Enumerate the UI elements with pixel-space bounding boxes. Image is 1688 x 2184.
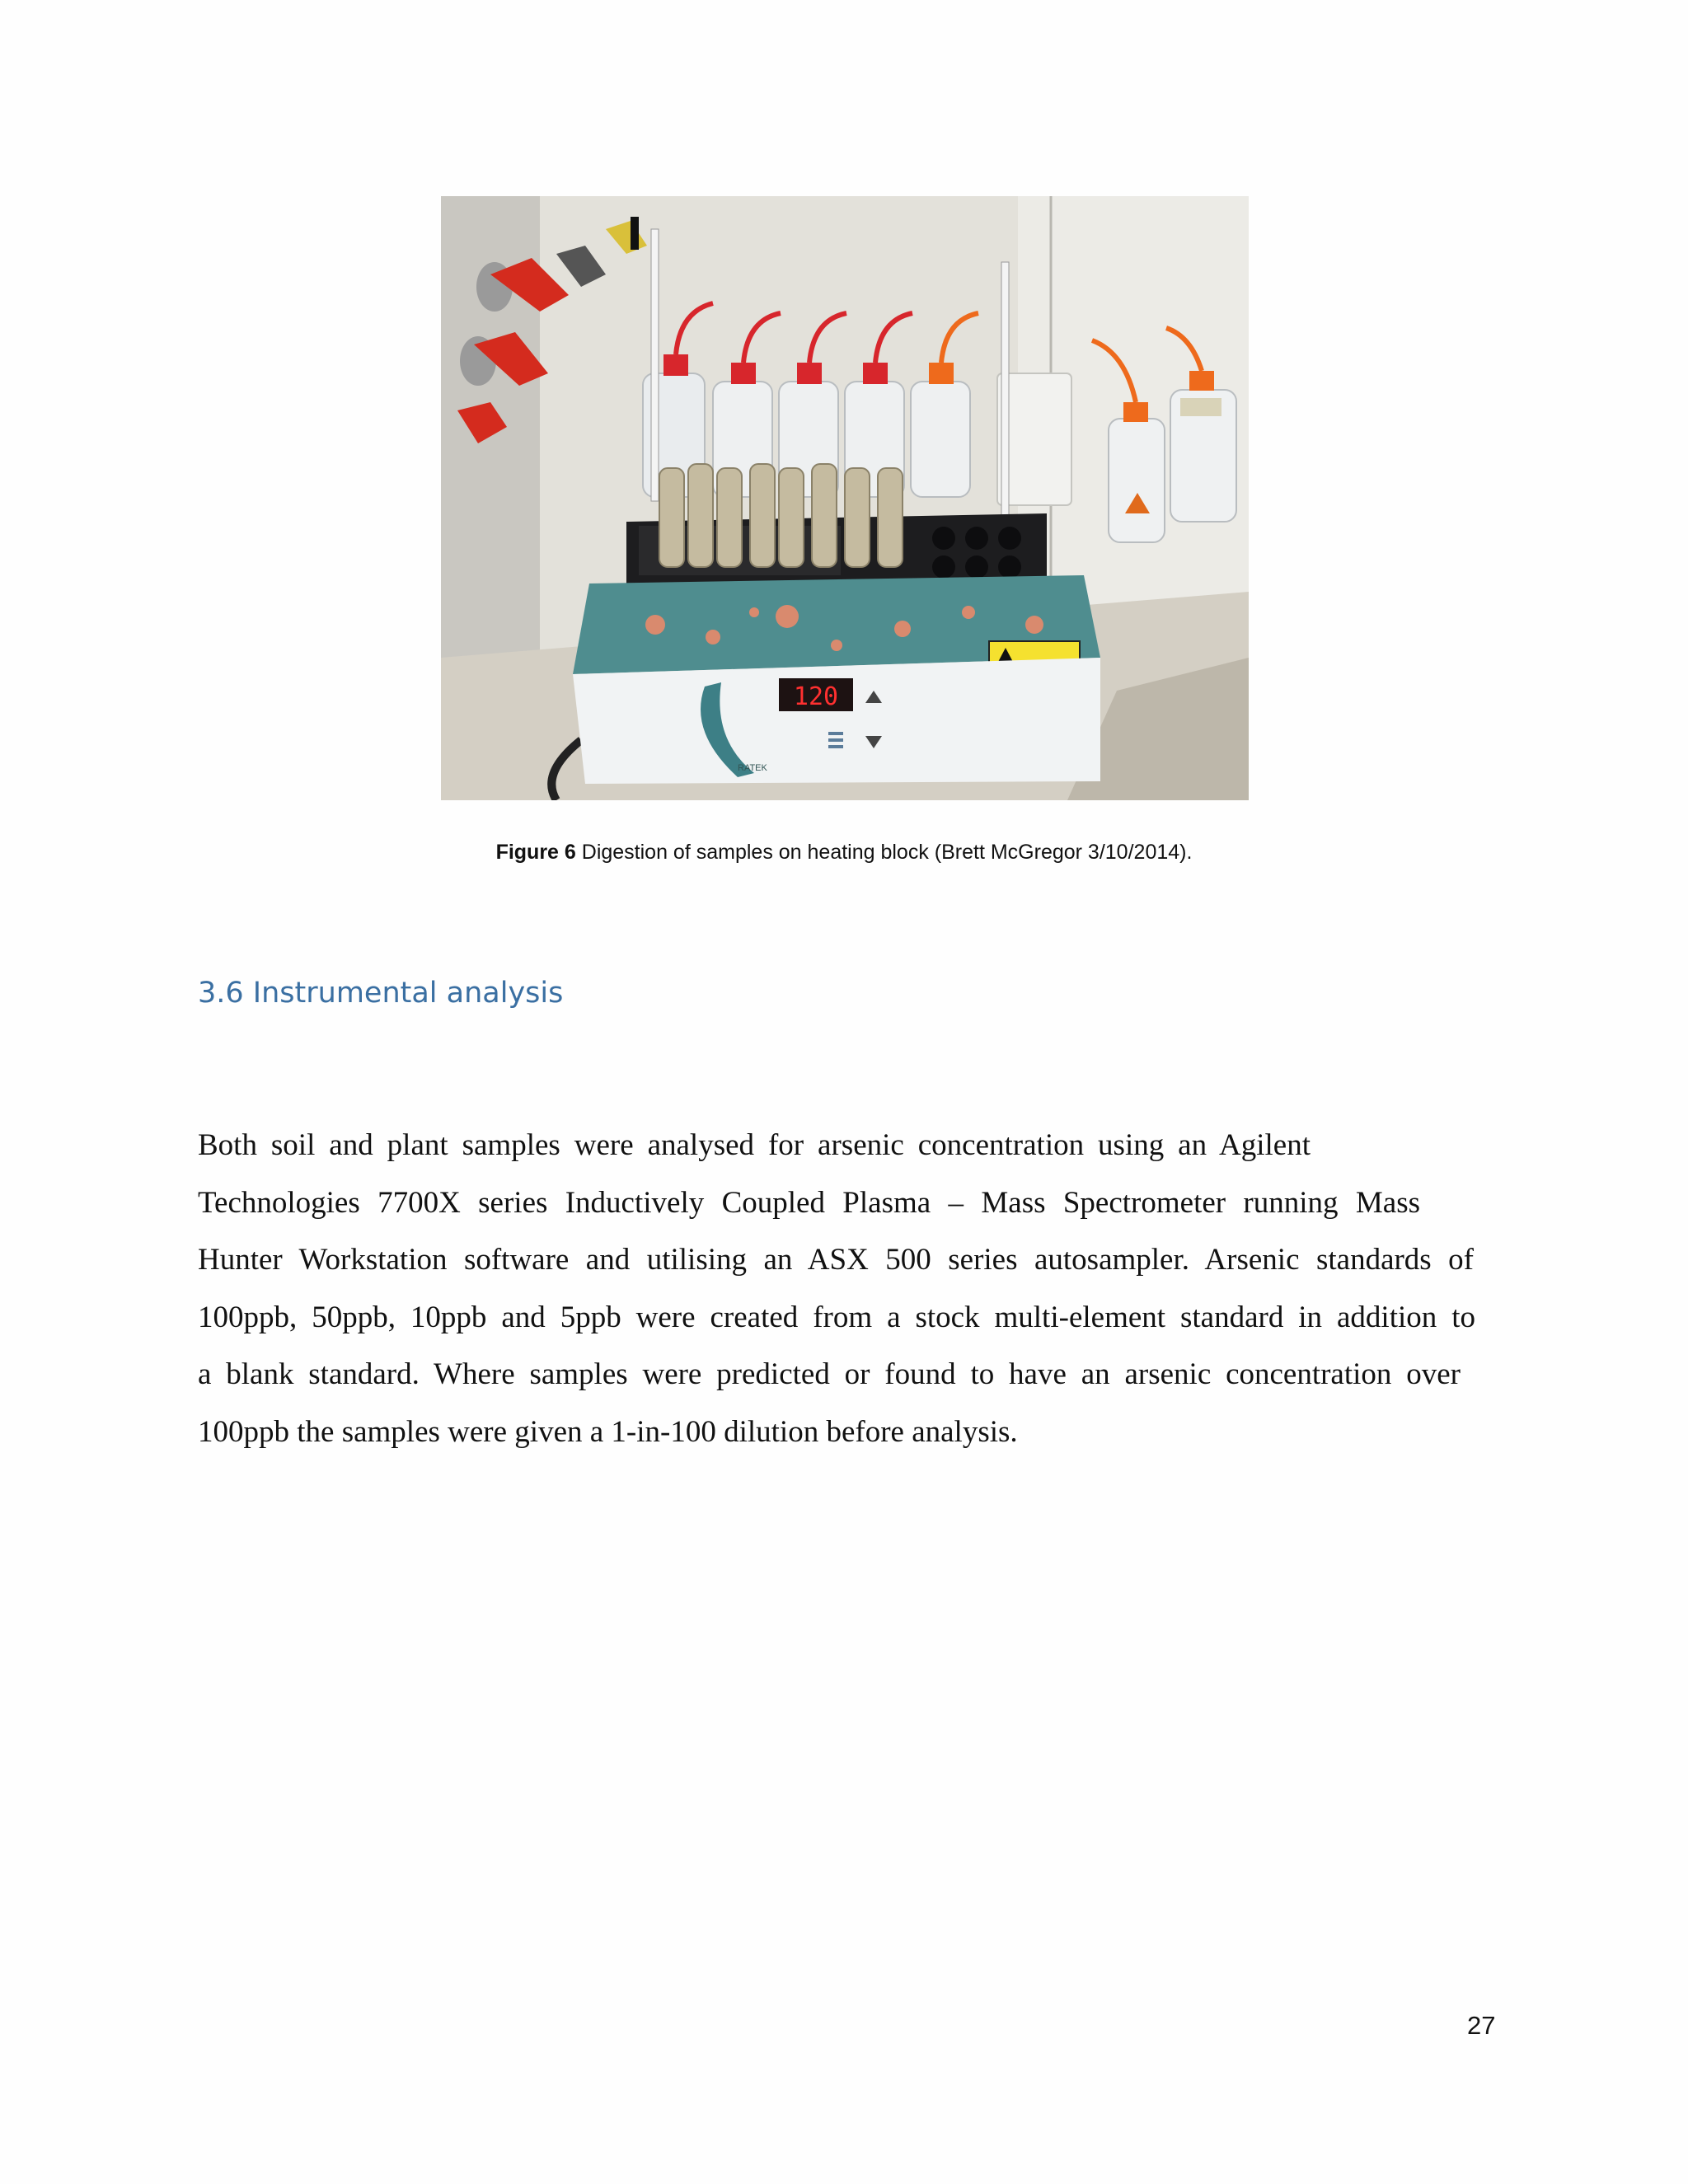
figure-caption-label: Figure 6 [495,841,576,864]
body-paragraph [198,1117,1484,1460]
body-line: Technologies 7700X series Inductively Coupled Plasma – Mass Spectrometer running Mass [198,1185,1420,1220]
figure-caption [0,841,1688,865]
page-number: 27 [1467,2011,1496,2040]
display-readout: 120 [793,682,839,711]
figure-caption-text: Digestion of samples on heating block (Brett McGregor 3/10/2014). [575,841,1193,864]
figure-photo [441,196,1249,800]
brand-label: RATEK [738,763,767,773]
section-heading: 3.6 Instrumental analysis [198,977,564,1010]
body-line: a blank standard. Where samples were predicted or found to have an arsenic concentration over [198,1357,1461,1391]
body-line: Hunter Workstation software and utilising an ASX 500 series autosampler. Arsenic standards of [198,1243,1474,1277]
body-line: Both soil and plant samples were analysed for arsenic concentration using an Agilent [198,1128,1311,1162]
body-line: 100ppb the samples were given a 1-in-100 dilution before analysis. [198,1414,1018,1449]
body-line: 100ppb, 50ppb, 10ppb and 5ppb were created from a stock multi-element standard in addition to [198,1300,1475,1334]
